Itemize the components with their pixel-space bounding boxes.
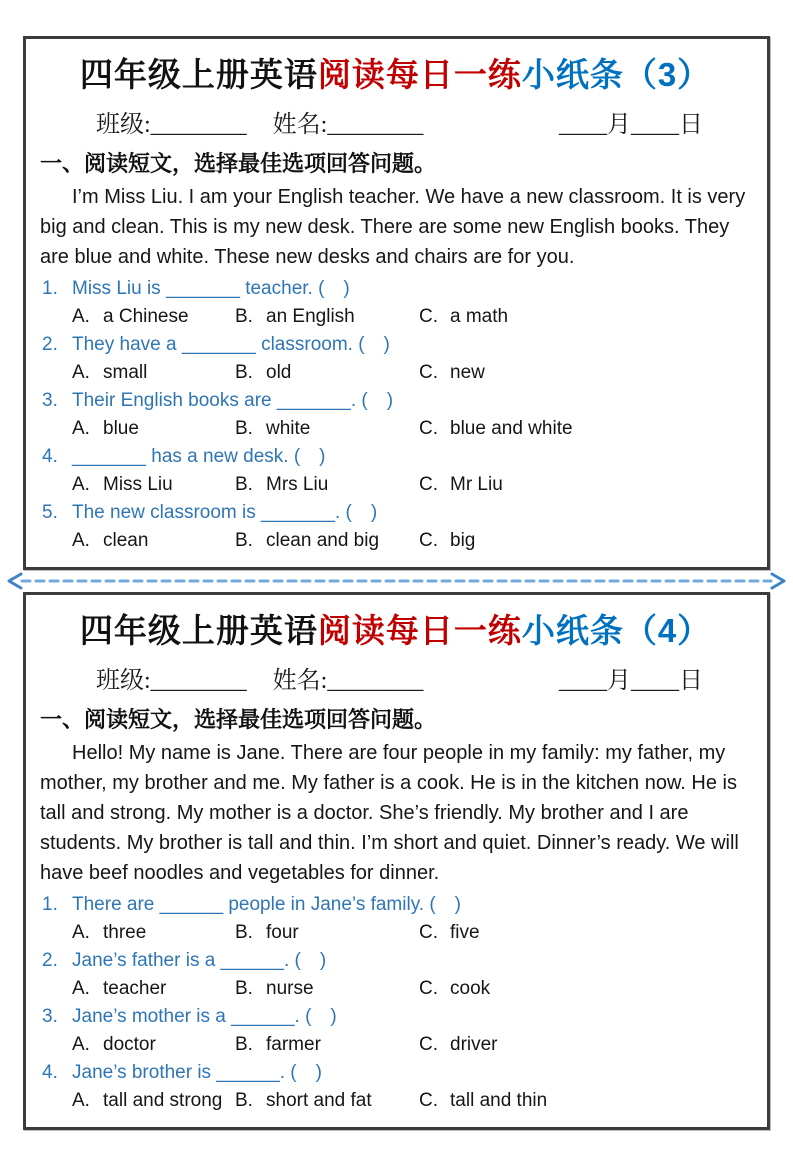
question-2 [40,331,751,387]
question-5 [40,499,751,555]
name-blank-line: ________ [327,668,424,694]
option-b: B. four [235,922,299,943]
question-text: The new classroom is _______. ( ) [72,502,378,523]
name-label: 姓名: [272,668,328,694]
title-grade-part: 四年级上册英语 [79,56,318,93]
options-row [72,303,751,331]
option-a: A. doctor [72,1034,156,1055]
section-heading: 一、阅读短文，选择最佳选项回答问题。 [40,151,437,176]
question-number: 4. [42,1062,58,1083]
options-row [72,919,751,947]
options-row [72,527,751,555]
question-number: 1. [42,278,58,299]
section-heading: 一、阅读短文，选择最佳选项回答问题。 [40,707,437,732]
options-row [72,415,751,443]
option-a: A. clean [72,530,149,551]
option-b: B. white [235,418,311,439]
option-b: B. nurse [235,978,314,999]
cut-divider [0,570,793,592]
question-4 [40,443,751,499]
question-2 [40,947,751,1003]
question-text: There are ______ people in Jane’s family. ( ) [72,894,462,915]
class-blank-line: ________ [150,112,247,138]
options-row [72,1087,751,1115]
option-c: C. cook [419,978,491,999]
question-text: Their English books are _______. ( ) [72,390,394,411]
question-text: _______ has a new desk. ( ) [72,446,326,467]
option-a: A. small [72,362,148,383]
options-row [72,975,751,1003]
worksheet-slip-3 [23,36,770,570]
option-c: C. big [419,530,476,551]
question-text: Jane’s mother is a ______. ( ) [72,1006,337,1027]
title-slip-number-part: 小纸条（3） [521,56,712,93]
question-number: 3. [42,1006,58,1027]
name-label: 姓名: [272,112,328,138]
options-row [72,1031,751,1059]
option-c: C. driver [419,1034,498,1055]
class-blank-line: ________ [150,668,247,694]
worksheet-title [40,49,751,96]
date-field: ____月____日 [559,112,703,138]
options-row [72,359,751,387]
question-number: 3. [42,390,58,411]
class-field [96,104,247,139]
option-b: B. an English [235,306,355,327]
question-text: Jane’s father is a ______. ( ) [72,950,327,971]
title-slip-number-part: 小纸条（4） [521,612,712,649]
class-label: 班级: [96,112,151,138]
worksheet-title [40,605,751,652]
question-number: 2. [42,334,58,355]
option-b: B. clean and big [235,530,380,551]
question-3 [40,1003,751,1059]
question-1 [40,891,751,947]
option-c: C. tall and thin [419,1090,548,1111]
question-number: 4. [42,446,58,467]
name-field [273,660,424,695]
question-text: Miss Liu is _______ teacher. ( ) [72,278,350,299]
question-text: They have a _______ classroom. ( ) [72,334,390,355]
options-row [72,471,751,499]
option-c: C. blue and white [419,418,573,439]
date-field: ____月____日 [559,668,703,694]
option-c: C. new [419,362,485,383]
option-a: A. teacher [72,978,167,999]
question-text: Jane’s brother is ______. ( ) [72,1062,322,1083]
option-a: A. tall and strong [72,1090,223,1111]
option-a: A. Miss Liu [72,474,173,495]
option-b: B. short and fat [235,1090,372,1111]
question-number: 2. [42,950,58,971]
dashed-cut-line-icon [0,570,793,592]
title-practice-part: 阅读每日一练 [317,56,522,93]
class-field [96,660,247,695]
class-label: 班级: [96,668,151,694]
header-fields [40,660,751,695]
question-1 [40,275,751,331]
option-a: A. blue [72,418,139,439]
question-number: 1. [42,894,58,915]
worksheet-slip-4 [23,592,770,1130]
question-number: 5. [42,502,58,523]
header-fields [40,104,751,139]
option-c: C. a math [419,306,509,327]
option-b: B. old [235,362,292,383]
option-c: C. five [419,922,480,943]
option-a: A. a Chinese [72,306,189,327]
worksheet-page [0,36,793,1158]
name-blank-line: ________ [327,112,424,138]
option-c: C. Mr Liu [419,474,503,495]
question-3 [40,387,751,443]
question-4 [40,1059,751,1115]
option-a: A. three [72,922,147,943]
name-field [273,104,424,139]
reading-passage: I’m Miss Liu. I am your English teacher. We have a new classroom. It is very big and clean. This is my new desk. There are some new English books. They are blue and white. These new desks and chairs are for you. [40,186,746,268]
title-practice-part: 阅读每日一练 [317,612,522,649]
reading-passage: Hello! My name is Jane. There are four people in my family: my father, my mother, my brother and me. My father is a cook. He is in the kitchen now. He is tall and strong. My mother is a doctor. She’s friendly. My brother and I are students. My brother is tall and thin. I’m short and quiet. Dinner’s ready. We will have beef noodles and vegetables for dinner. [40,742,739,884]
option-b: B. farmer [235,1034,321,1055]
option-b: B. Mrs Liu [235,474,329,495]
title-grade-part: 四年级上册英语 [79,612,318,649]
